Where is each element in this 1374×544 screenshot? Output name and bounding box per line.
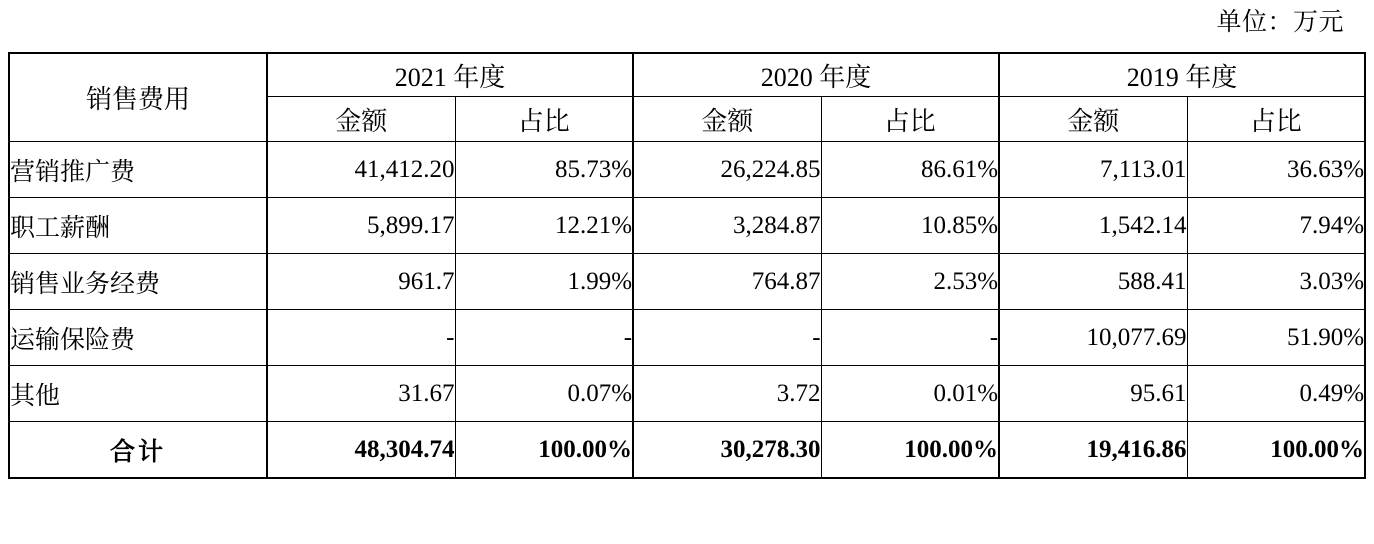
cell-total-2020-ratio: 100.00% (821, 422, 999, 479)
row-label: 职工薪酬 (9, 198, 267, 254)
column-header-2020-ratio: 占比 (821, 97, 999, 142)
column-group-header-2020: 2020 年度 (633, 53, 999, 97)
cell-2019-ratio: 7.94% (1187, 198, 1365, 254)
cell-2020-amount: 3.72 (633, 366, 821, 422)
table-header (9, 53, 1365, 142)
cell-2021-ratio: 85.73% (455, 142, 633, 198)
cell-2021-ratio: 1.99% (455, 254, 633, 310)
cell-2021-ratio: 12.21% (455, 198, 633, 254)
cell-2019-amount: 7,113.01 (999, 142, 1187, 198)
cell-2019-amount: 10,077.69 (999, 310, 1187, 366)
cell-total-2021-ratio: 100.00% (455, 422, 633, 479)
cell-2019-ratio: 36.63% (1187, 142, 1365, 198)
cell-2020-ratio: - (821, 310, 999, 366)
cell-2020-amount: 26,224.85 (633, 142, 821, 198)
column-header-2019-amount: 金额 (999, 97, 1187, 142)
sales-expense-table (8, 52, 1366, 479)
cell-2021-amount: 5,899.17 (267, 198, 455, 254)
cell-2020-amount: - (633, 310, 821, 366)
column-header-2020-amount: 金额 (633, 97, 821, 142)
cell-2020-ratio: 10.85% (821, 198, 999, 254)
cell-2021-ratio: 0.07% (455, 366, 633, 422)
cell-2020-amount: 764.87 (633, 254, 821, 310)
cell-2019-ratio: 51.90% (1187, 310, 1365, 366)
cell-total-2021-amount: 48,304.74 (267, 422, 455, 479)
column-header-sales-expense: 销售费用 (9, 53, 267, 142)
cell-total-2019-ratio: 100.00% (1187, 422, 1365, 479)
table-row (9, 310, 1365, 366)
table-row (9, 366, 1365, 422)
row-label: 其他 (9, 366, 267, 422)
cell-2020-amount: 3,284.87 (633, 198, 821, 254)
column-header-2021-ratio: 占比 (455, 97, 633, 142)
cell-2021-amount: 31.67 (267, 366, 455, 422)
cell-2021-amount: 961.7 (267, 254, 455, 310)
cell-2019-ratio: 3.03% (1187, 254, 1365, 310)
table-row (9, 198, 1365, 254)
row-label: 销售业务经费 (9, 254, 267, 310)
row-label: 运输保险费 (9, 310, 267, 366)
column-header-2021-amount: 金额 (267, 97, 455, 142)
table-row (9, 142, 1365, 198)
cell-2021-ratio: - (455, 310, 633, 366)
cell-2019-amount: 95.61 (999, 366, 1187, 422)
cell-total-2020-amount: 30,278.30 (633, 422, 821, 479)
row-label: 营销推广费 (9, 142, 267, 198)
header-row-years (9, 53, 1365, 97)
cell-total-2019-amount: 19,416.86 (999, 422, 1187, 479)
cell-2020-ratio: 86.61% (821, 142, 999, 198)
table-row (9, 254, 1365, 310)
column-group-header-2019: 2019 年度 (999, 53, 1365, 97)
row-label-total: 合计 (9, 422, 267, 479)
cell-2019-ratio: 0.49% (1187, 366, 1365, 422)
cell-2020-ratio: 2.53% (821, 254, 999, 310)
cell-2019-amount: 1,542.14 (999, 198, 1187, 254)
sales-expense-table-container (8, 52, 1366, 479)
table-body (9, 142, 1365, 479)
unit-note: 单位：万元 (1216, 9, 1344, 36)
cell-2021-amount: 41,412.20 (267, 142, 455, 198)
table-row-total (9, 422, 1365, 479)
cell-2021-amount: - (267, 310, 455, 366)
column-group-header-2021: 2021 年度 (267, 53, 633, 97)
column-header-2019-ratio: 占比 (1187, 97, 1365, 142)
cell-2020-ratio: 0.01% (821, 366, 999, 422)
cell-2019-amount: 588.41 (999, 254, 1187, 310)
